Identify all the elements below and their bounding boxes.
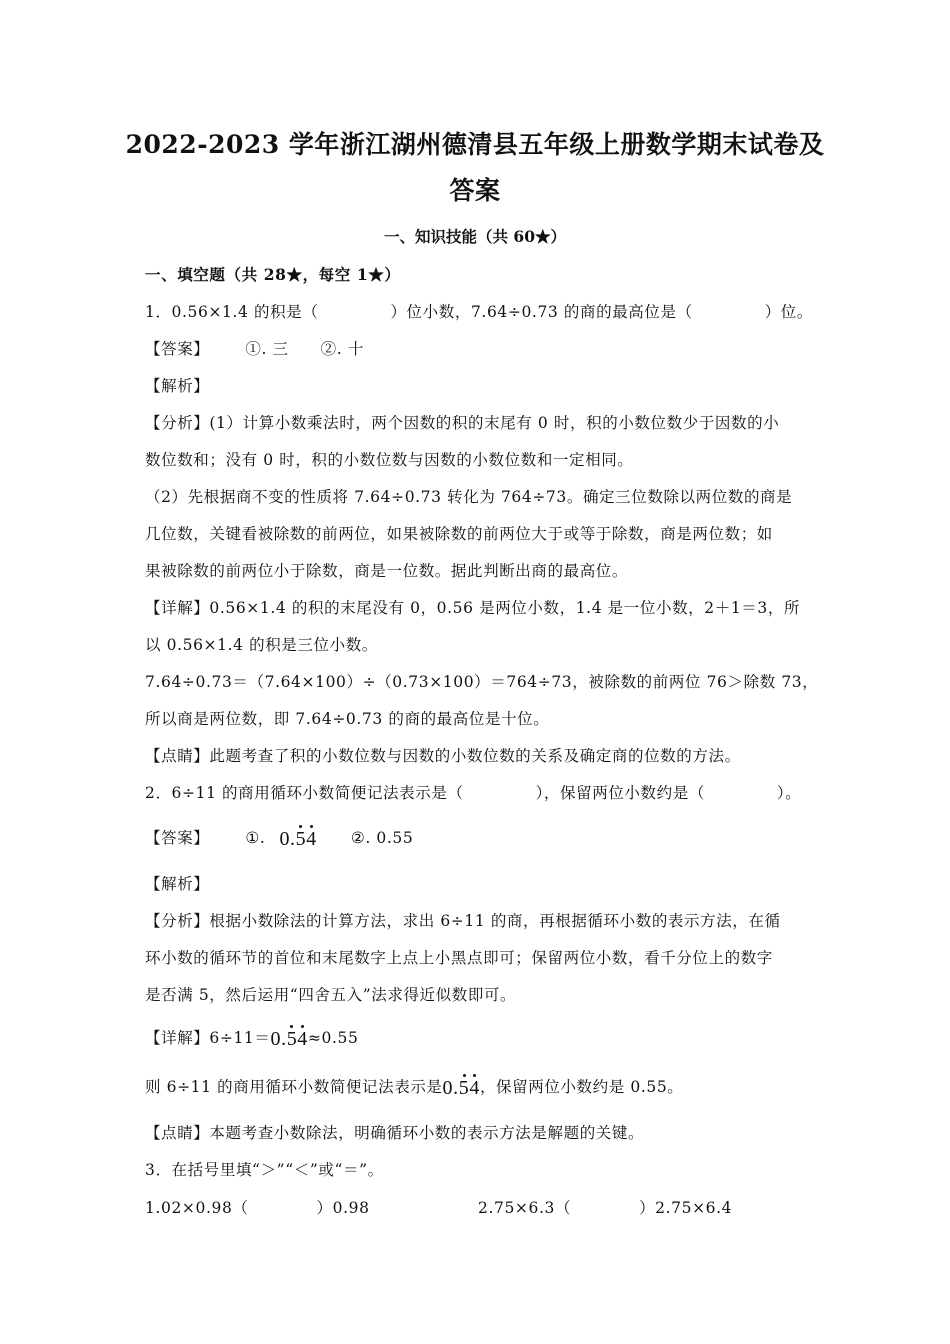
- section-header: 一、知识技能（共 60★）: [384, 227, 566, 246]
- question-2-stem: [145, 781, 801, 803]
- q2-answer-1-prefix: ①.: [245, 829, 266, 847]
- question-1-answer: [145, 337, 364, 359]
- q2-then-part-b: ，保留两位小数约是 0.55。: [479, 1078, 684, 1096]
- q2-stem-part-b: ），保留两位小数约是（: [535, 784, 705, 802]
- document-title-line-1: 2022-2023 学年浙江湖州德清县五年级上册数学期末试卷及: [125, 130, 825, 159]
- q2-detail-line-2: [145, 1075, 683, 1100]
- q2-analysis-line-3: 是否满 5，然后运用“四舍五入”法求得近似数即可。: [145, 986, 517, 1004]
- q1-remark: 【点睛】此题考查了积的小数位数与因数的小数位数的关系及确定商的位数的方法。: [145, 747, 741, 765]
- repeating-decimal: 0.54: [442, 1077, 480, 1099]
- q1-detail-line-3: 7.64÷0.73＝（7.64×100）÷（0.73×100）＝764÷73，被除数的前两位 76＞除数 73，: [145, 673, 819, 691]
- q1-stem-part-a: 1．0.56×1.4 的积是（: [145, 303, 319, 321]
- q2-stem-part-c: ）。: [776, 784, 802, 802]
- q2-remark: 【点睛】本题考查小数除法，明确循环小数的表示方法是解题的关键。: [145, 1124, 645, 1142]
- q2-analysis-line-2: 环小数的循环节的首位和末尾数字上点上小黑点即可；保留两位小数，看千分位上的数字: [145, 949, 773, 967]
- q1-analysis-line-5: 果被除数的前两位小于除数，商是一位数。据此判断出商的最高位。: [145, 562, 629, 580]
- q1-detail-line-2: 以 0.56×1.4 的积是三位小数。: [145, 636, 378, 654]
- q1-analysis-line-2: 数位数和；没有 0 时，积的小数位数与因数的小数位数和一定相同。: [145, 451, 634, 469]
- q1-stem-part-c: ）位。: [764, 303, 814, 321]
- q2-analysis-line-1: 【分析】根据小数除法的计算方法，求出 6÷11 的商，再根据循环小数的表示方法，在循: [145, 912, 781, 930]
- q3-item-1: 1.02×0.98（ ）0.98: [145, 1199, 370, 1217]
- q2-detail-line-1: [145, 1026, 358, 1051]
- q1-detail-line-4: 所以商是两位数，即 7.64÷0.73 的商的最高位是十位。: [145, 710, 550, 728]
- q2-then-part-a: 则 6÷11 的商用循环小数简便记法表示是: [145, 1078, 443, 1096]
- repeating-decimal: 0.54: [279, 828, 317, 850]
- subsection-header: 一、填空题（共 28★，每空 1★）: [145, 265, 401, 284]
- question-3-stem: 3．在括号里填“＞”“＜”或“＝”。: [145, 1161, 384, 1179]
- q1-answer-1: ①. 三: [245, 340, 289, 358]
- q2-stem-part-a: 2．6÷11 的商用循环小数简便记法表示是（: [145, 784, 464, 802]
- q1-analysis-line-1: 【分析】(1）计算小数乘法时，两个因数的积的末尾有 0 时，积的小数位数少于因数的小: [145, 414, 780, 432]
- q1-analysis-line-3: （2）先根据商不变的性质将 7.64÷0.73 转化为 764÷73。确定三位数除以两位数的商是: [145, 488, 793, 506]
- q2-answer-2: ②. 0.55: [350, 829, 414, 847]
- q1-jiexi-label: 【解析】: [145, 377, 210, 395]
- q3-item-2: 2.75×6.3（ ）2.75×6.4: [478, 1199, 733, 1217]
- question-2-answer: [145, 826, 413, 851]
- q1-analysis-line-4: 几位数，关键看被除数的前两位，如果被除数的前两位大于或等于除数，商是两位数；如: [145, 525, 773, 543]
- document-title-line-2: 答案: [449, 176, 501, 205]
- q1-answer-2: ②. 十: [320, 340, 364, 358]
- q1-detail-line-1: 【详解】0.56×1.4 的积的末尾没有 0，0.56 是两位小数，1.4 是一位小数，2＋1＝3，所: [145, 599, 801, 617]
- q2-detail-part-b: ≈0.55: [307, 1029, 359, 1047]
- repeating-decimal: 0.54: [270, 1028, 308, 1050]
- question-1-stem: [145, 300, 813, 322]
- q2-jiexi-label: 【解析】: [145, 875, 210, 893]
- q2-detail-part-a: 【详解】6÷11＝: [145, 1029, 271, 1047]
- q2-answer-label: 【答案】: [145, 829, 210, 847]
- q1-stem-part-b: ）位小数，7.64÷0.73 的商的最高位是（: [390, 303, 693, 321]
- q1-answer-label: 【答案】: [145, 340, 210, 358]
